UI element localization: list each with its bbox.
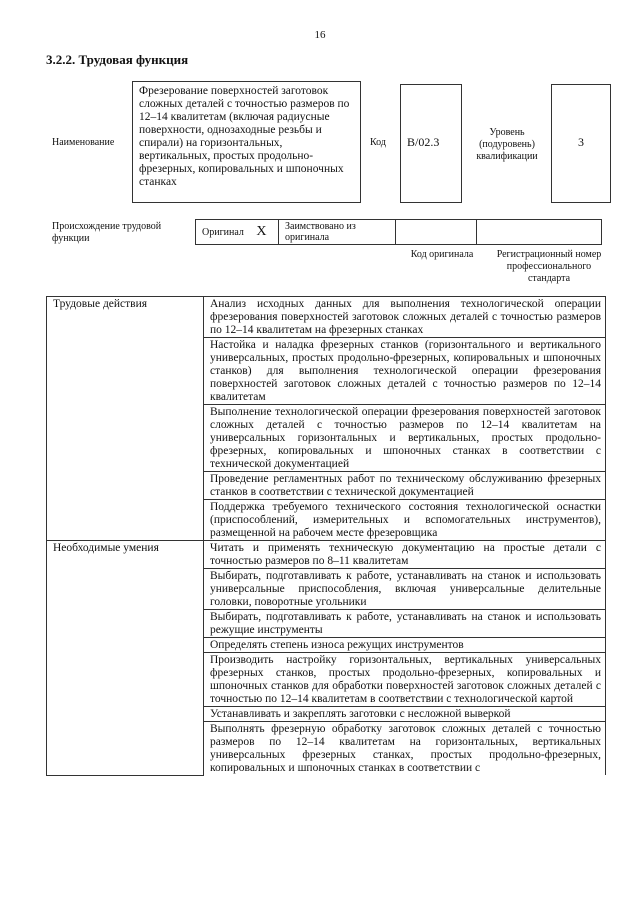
function-name: Фрезерование поверхностей заготовок сложных деталей с точностью размеров по 12–14 квалитетам (включая радиусные поверхности, однозаходные резьбы и спирали) на горизонтальных, вертикальных, простых продольно-фрезерных, копировальных и шпоночных станках [139, 85, 350, 188]
table-cell: Анализ исходных данных для выполнения технологической операции фрезерования поверхностей заготовок сложных деталей с точностью размеров по 12–14 квалитетам на фрезерных станках [204, 297, 606, 338]
table-cell: Выполнение технологической операции фрезерования поверхностей заготовок сложных деталей с точностью размеров по 12–14 квалитетам на универсальных горизонтальных и вертикальных, простых продольно-фрезерных, копировальных и шпоночных станках в соответствии с технической документацией [204, 405, 606, 472]
table-row [47, 297, 606, 338]
code-label: Код [370, 137, 386, 148]
table-row [47, 541, 606, 569]
table-cell: Читать и применять техническую документацию на простые детали с точностью размеров по 8–11 квалитетам [204, 541, 606, 569]
reg-number-label: Регистрационный номер профессионального стандарта [496, 249, 602, 284]
functions-table [46, 296, 606, 776]
reg-number-cell [477, 220, 602, 245]
category-cell: Необходимые умения [47, 541, 204, 776]
code-original-cell [396, 220, 477, 245]
section-title: 3.2.2. Трудовая функция [46, 52, 189, 67]
table-cell: Настойка и наладка фрезерных станков (горизонтального и вертикального универсальных, простых продольно-фрезерных, копировальных и шпоночных станков) для выполнения технологической операции фрезерования поверхностей заготовок сложных деталей с точностью размеров по 12–14 квалитетам [204, 338, 606, 405]
table-cell: Производить настройку горизонтальных, вертикальных универсальных фрезерных станков, простых продольно-фрезерных, копировальных и шпоночных станков для обработки поверхностей заготовок сложных деталей с точностью по 12–14 квалитетам в соответствии с технологической картой [204, 653, 606, 707]
table-cell: Выбирать, подготавливать к работе, устанавливать на станок и использовать универсальные приспособления, включая универсальные делительные головки, поворотные угольники [204, 569, 606, 610]
name-label: Наименование [52, 137, 115, 148]
page-number: 16 [314, 29, 326, 41]
table-cell: Устанавливать и закреплять заготовки с несложной выверкой [204, 707, 606, 722]
borrowed-cell [279, 220, 396, 245]
original-mark: X [256, 224, 267, 239]
table-cell: Выполнять фрезерную обработку заготовок сложных деталей с точностью размеров по 12–14 квалитетам на горизонтальных, вертикальных универсальных фрезерных станках, простых продольно-фрезерных, копировальных и шпоночных станках в соответствии с [204, 722, 606, 776]
table-cell: Определять степень износа режущих инструментов [204, 638, 606, 653]
level-box [551, 84, 611, 203]
origin-table [195, 219, 602, 245]
borrowed-label: Заимствовано из оригинала [285, 221, 356, 243]
code-original-label: Код оригинала [410, 249, 474, 260]
table-cell: Поддержка требуемого технического состояния технологической оснастки (приспособлений, измерительных и вспомогательных инструментов), размещенной на рабочем месте фрезеровщика [204, 500, 606, 541]
level-value: 3 [578, 135, 584, 149]
level-label: Уровень (подуровень) квалификации [476, 127, 538, 162]
code-value: В/02.3 [407, 135, 440, 149]
origin-label: Происхождение трудовой функции [52, 221, 162, 244]
category-cell: Трудовые действия [47, 297, 204, 541]
original-label: Оригинал [202, 227, 244, 238]
function-name-box [132, 81, 361, 203]
table-cell: Проведение регламентных работ по техническому обслуживанию фрезерных станков в соответствии с технической документацией [204, 472, 606, 500]
table-cell: Выбирать, подготавливать к работе, устанавливать на станок и использовать режущие инструменты [204, 610, 606, 638]
original-cell [196, 220, 279, 245]
code-box [400, 84, 462, 203]
